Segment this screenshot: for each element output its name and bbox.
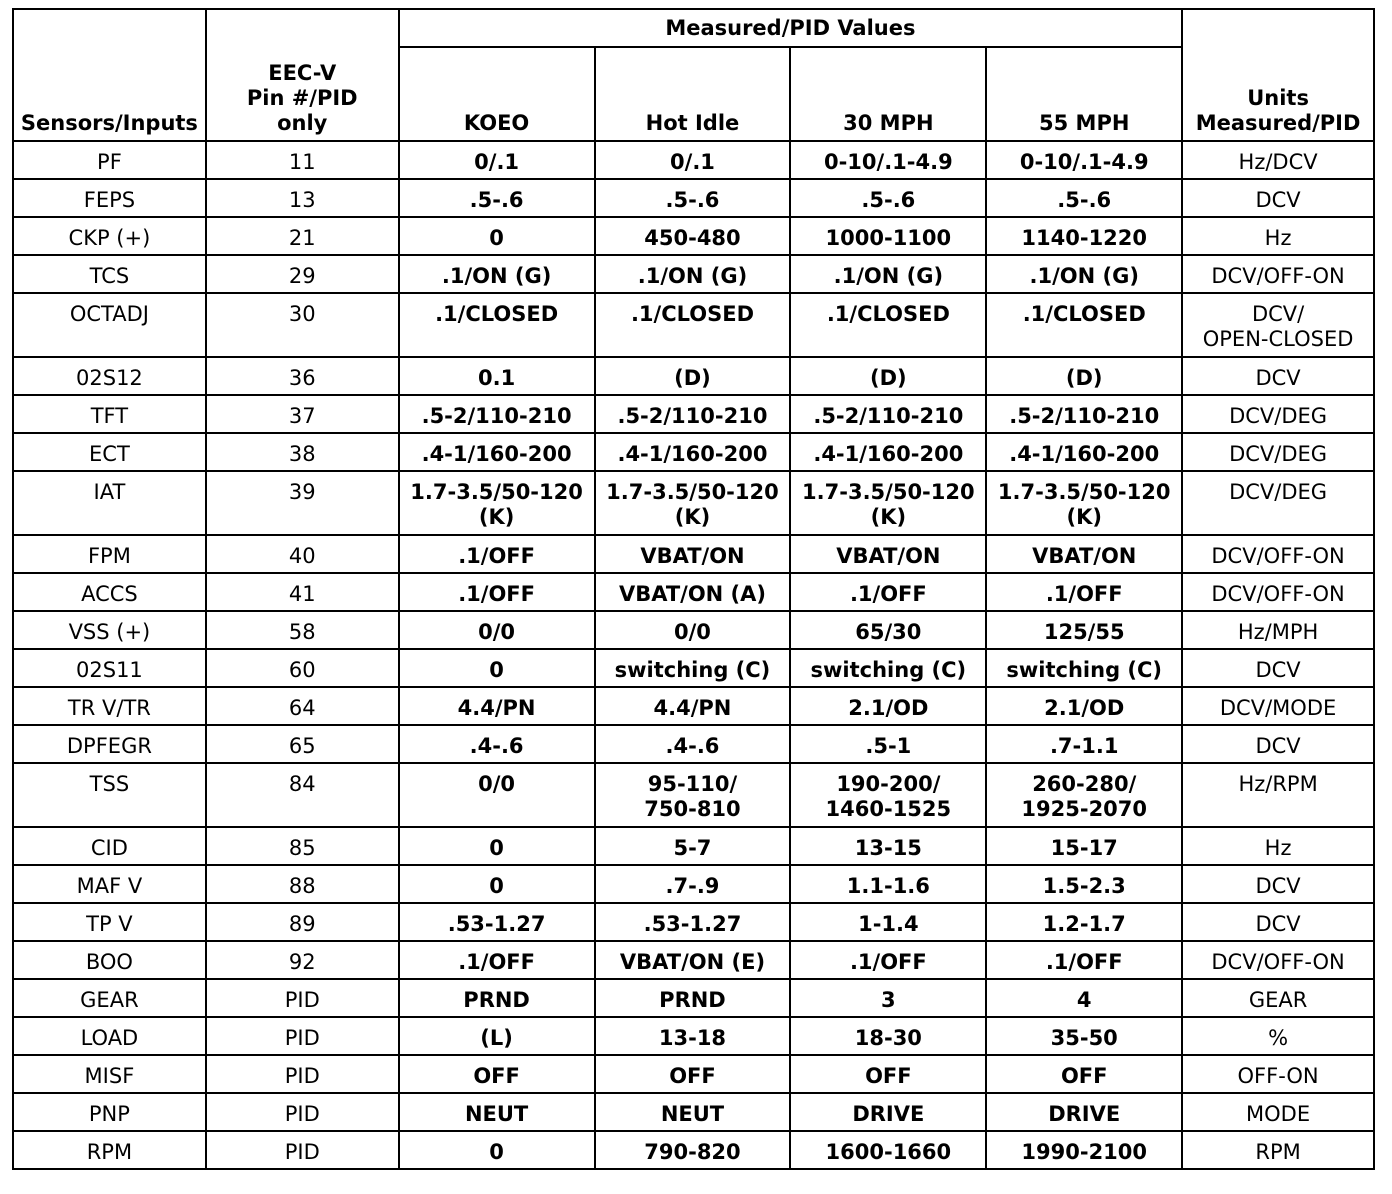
pin-cell: PID	[206, 1055, 399, 1093]
mph30-cell: .1/OFF	[790, 941, 986, 979]
mph55-cell: .1/OFF	[986, 573, 1182, 611]
pin-cell: 11	[206, 141, 399, 179]
koeo-cell: NEUT	[399, 1093, 595, 1131]
hot-idle-cell: 1.7-3.5/50-120 (K)	[595, 471, 791, 535]
koeo-cell: 1.7-3.5/50-120 (K)	[399, 471, 595, 535]
sensor-cell: RPM	[13, 1131, 206, 1169]
hot-idle-cell: VBAT/ON	[595, 535, 791, 573]
mph55-cell: .5-2/110-210	[986, 395, 1182, 433]
hot-idle-cell: 13-18	[595, 1017, 791, 1055]
pin-cell: 38	[206, 433, 399, 471]
units-cell: DCV	[1182, 725, 1374, 763]
koeo-cell: 0	[399, 865, 595, 903]
pin-cell: 30	[206, 293, 399, 357]
table-row	[13, 1017, 1374, 1055]
mph30-cell: DRIVE	[790, 1093, 986, 1131]
koeo-cell: 0	[399, 217, 595, 255]
mph30-cell: 65/30	[790, 611, 986, 649]
units-cell: %	[1182, 1017, 1374, 1055]
header-koeo: KOEO	[399, 47, 595, 141]
koeo-cell: .1/OFF	[399, 535, 595, 573]
mph55-cell: .1/ON (G)	[986, 255, 1182, 293]
pin-cell: 85	[206, 827, 399, 865]
hot-idle-cell: .5-.6	[595, 179, 791, 217]
pin-cell: PID	[206, 1017, 399, 1055]
mph55-cell: VBAT/ON	[986, 535, 1182, 573]
koeo-cell: 0/.1	[399, 141, 595, 179]
koeo-cell: PRND	[399, 979, 595, 1017]
mph30-cell: .5-1	[790, 725, 986, 763]
pin-cell: 29	[206, 255, 399, 293]
header-55-mph: 55 MPH	[986, 47, 1182, 141]
table-row	[13, 293, 1374, 357]
mph30-cell: 190-200/ 1460-1525	[790, 763, 986, 827]
pin-cell: 65	[206, 725, 399, 763]
sensor-cell: VSS (+)	[13, 611, 206, 649]
units-cell: GEAR	[1182, 979, 1374, 1017]
sensor-cell: TCS	[13, 255, 206, 293]
hot-idle-cell: 0/.1	[595, 141, 791, 179]
hot-idle-cell: .4-1/160-200	[595, 433, 791, 471]
mph30-cell: OFF	[790, 1055, 986, 1093]
mph30-cell: 18-30	[790, 1017, 986, 1055]
mph55-cell: .1/OFF	[986, 941, 1182, 979]
hot-idle-cell: 4.4/PN	[595, 687, 791, 725]
sensor-cell: MAF V	[13, 865, 206, 903]
hot-idle-cell: VBAT/ON (A)	[595, 573, 791, 611]
table-row	[13, 141, 1374, 179]
sensor-cell: CKP (+)	[13, 217, 206, 255]
units-cell: DCV/MODE	[1182, 687, 1374, 725]
mph55-cell: 1.7-3.5/50-120 (K)	[986, 471, 1182, 535]
header-30-mph: 30 MPH	[790, 47, 986, 141]
units-cell: DCV/OFF-ON	[1182, 535, 1374, 573]
mph55-cell: (D)	[986, 357, 1182, 395]
hot-idle-cell: .7-.9	[595, 865, 791, 903]
hot-idle-cell: .5-2/110-210	[595, 395, 791, 433]
sensor-cell: 02S11	[13, 649, 206, 687]
pin-cell: PID	[206, 1093, 399, 1131]
units-cell: DCV/DEG	[1182, 471, 1374, 535]
sensor-cell: PF	[13, 141, 206, 179]
table-row	[13, 573, 1374, 611]
units-cell: DCV	[1182, 865, 1374, 903]
mph55-cell: 125/55	[986, 611, 1182, 649]
koeo-cell: OFF	[399, 1055, 595, 1093]
sensor-cell: FEPS	[13, 179, 206, 217]
koeo-cell: 0	[399, 649, 595, 687]
table-row	[13, 357, 1374, 395]
table-row	[13, 1131, 1374, 1169]
koeo-cell: .5-.6	[399, 179, 595, 217]
units-cell: DCV/ OPEN-CLOSED	[1182, 293, 1374, 357]
units-cell: RPM	[1182, 1131, 1374, 1169]
pin-cell: 64	[206, 687, 399, 725]
pin-cell: 13	[206, 179, 399, 217]
pin-cell: 60	[206, 649, 399, 687]
pin-cell: 41	[206, 573, 399, 611]
units-cell: Hz	[1182, 217, 1374, 255]
units-cell: OFF-ON	[1182, 1055, 1374, 1093]
header-measured-group: Measured/PID Values	[399, 9, 1183, 47]
pin-cell: 88	[206, 865, 399, 903]
sensor-cell: TSS	[13, 763, 206, 827]
sensor-cell: OCTADJ	[13, 293, 206, 357]
mph30-cell: .5-2/110-210	[790, 395, 986, 433]
sensor-cell: ACCS	[13, 573, 206, 611]
table-row	[13, 217, 1374, 255]
units-cell: DCV/OFF-ON	[1182, 573, 1374, 611]
hot-idle-cell: .4-.6	[595, 725, 791, 763]
hot-idle-cell: (D)	[595, 357, 791, 395]
mph30-cell: 1.7-3.5/50-120 (K)	[790, 471, 986, 535]
table-row	[13, 471, 1374, 535]
koeo-cell: .4-1/160-200	[399, 433, 595, 471]
mph30-cell: .5-.6	[790, 179, 986, 217]
units-cell: Hz/RPM	[1182, 763, 1374, 827]
sensor-cell: BOO	[13, 941, 206, 979]
table-row	[13, 763, 1374, 827]
mph55-cell: 1.2-1.7	[986, 903, 1182, 941]
pid-values-table-wrapper	[12, 8, 1375, 1170]
units-cell: DCV	[1182, 649, 1374, 687]
sensor-cell: CID	[13, 827, 206, 865]
table-row	[13, 255, 1374, 293]
mph30-cell: .1/OFF	[790, 573, 986, 611]
mph55-cell: switching (C)	[986, 649, 1182, 687]
koeo-cell: 0	[399, 827, 595, 865]
koeo-cell: .1/OFF	[399, 941, 595, 979]
units-cell: DCV	[1182, 179, 1374, 217]
mph30-cell: switching (C)	[790, 649, 986, 687]
mph55-cell: 15-17	[986, 827, 1182, 865]
hot-idle-cell: 5-7	[595, 827, 791, 865]
table-row	[13, 979, 1374, 1017]
mph55-cell: 1.5-2.3	[986, 865, 1182, 903]
koeo-cell: .1/OFF	[399, 573, 595, 611]
table-row	[13, 611, 1374, 649]
sensor-cell: TP V	[13, 903, 206, 941]
table-row	[13, 865, 1374, 903]
header-pin: EEC-V Pin #/PID only	[206, 9, 399, 141]
mph55-cell: 1990-2100	[986, 1131, 1182, 1169]
mph55-cell: 2.1/OD	[986, 687, 1182, 725]
mph30-cell: 13-15	[790, 827, 986, 865]
table-row	[13, 535, 1374, 573]
pid-values-table	[12, 8, 1375, 1170]
table-row	[13, 649, 1374, 687]
hot-idle-cell: .1/ON (G)	[595, 255, 791, 293]
table-row	[13, 827, 1374, 865]
hot-idle-cell: 790-820	[595, 1131, 791, 1169]
mph30-cell: 2.1/OD	[790, 687, 986, 725]
koeo-cell: 0	[399, 1131, 595, 1169]
sensor-cell: LOAD	[13, 1017, 206, 1055]
hot-idle-cell: 95-110/ 750-810	[595, 763, 791, 827]
table-body	[13, 141, 1374, 1169]
sensor-cell: ECT	[13, 433, 206, 471]
table-row	[13, 179, 1374, 217]
units-cell: DCV/DEG	[1182, 433, 1374, 471]
koeo-cell: 0.1	[399, 357, 595, 395]
sensor-cell: PNP	[13, 1093, 206, 1131]
pin-cell: PID	[206, 1131, 399, 1169]
table-row	[13, 1093, 1374, 1131]
pin-cell: PID	[206, 979, 399, 1017]
units-cell: DCV	[1182, 903, 1374, 941]
pin-cell: 40	[206, 535, 399, 573]
mph55-cell: 1140-1220	[986, 217, 1182, 255]
hot-idle-cell: 0/0	[595, 611, 791, 649]
mph55-cell: .1/CLOSED	[986, 293, 1182, 357]
mph30-cell: 1-1.4	[790, 903, 986, 941]
units-cell: DCV/DEG	[1182, 395, 1374, 433]
sensor-cell: MISF	[13, 1055, 206, 1093]
sensor-cell: 02S12	[13, 357, 206, 395]
units-cell: Hz/MPH	[1182, 611, 1374, 649]
hot-idle-cell: NEUT	[595, 1093, 791, 1131]
pin-cell: 36	[206, 357, 399, 395]
table-row	[13, 725, 1374, 763]
mph30-cell: 3	[790, 979, 986, 1017]
pin-cell: 37	[206, 395, 399, 433]
hot-idle-cell: switching (C)	[595, 649, 791, 687]
table-row	[13, 395, 1374, 433]
koeo-cell: 0/0	[399, 611, 595, 649]
mph30-cell: 1.1-1.6	[790, 865, 986, 903]
sensor-cell: TR V/TR	[13, 687, 206, 725]
units-cell: Hz	[1182, 827, 1374, 865]
hot-idle-cell: VBAT/ON (E)	[595, 941, 791, 979]
mph30-cell: .4-1/160-200	[790, 433, 986, 471]
koeo-cell: 4.4/PN	[399, 687, 595, 725]
units-cell: Hz/DCV	[1182, 141, 1374, 179]
pin-cell: 84	[206, 763, 399, 827]
mph30-cell: .1/CLOSED	[790, 293, 986, 357]
hot-idle-cell: 450-480	[595, 217, 791, 255]
koeo-cell: .53-1.27	[399, 903, 595, 941]
table-row	[13, 1055, 1374, 1093]
header-hot-idle: Hot Idle	[595, 47, 791, 141]
mph55-cell: .7-1.1	[986, 725, 1182, 763]
pin-cell: 58	[206, 611, 399, 649]
koeo-cell: .4-.6	[399, 725, 595, 763]
mph30-cell: VBAT/ON	[790, 535, 986, 573]
table-row	[13, 433, 1374, 471]
pin-cell: 39	[206, 471, 399, 535]
hot-idle-cell: .53-1.27	[595, 903, 791, 941]
header-sensors: Sensors/Inputs	[13, 9, 206, 141]
sensor-cell: DPFEGR	[13, 725, 206, 763]
mph55-cell: .4-1/160-200	[986, 433, 1182, 471]
koeo-cell: .1/ON (G)	[399, 255, 595, 293]
units-cell: MODE	[1182, 1093, 1374, 1131]
units-cell: DCV	[1182, 357, 1374, 395]
mph55-cell: 0-10/.1-4.9	[986, 141, 1182, 179]
mph55-cell: OFF	[986, 1055, 1182, 1093]
table-header	[13, 9, 1374, 141]
koeo-cell: .1/CLOSED	[399, 293, 595, 357]
sensor-cell: FPM	[13, 535, 206, 573]
mph55-cell: .5-.6	[986, 179, 1182, 217]
sensor-cell: IAT	[13, 471, 206, 535]
mph55-cell: 260-280/ 1925-2070	[986, 763, 1182, 827]
mph30-cell: .1/ON (G)	[790, 255, 986, 293]
mph55-cell: 35-50	[986, 1017, 1182, 1055]
mph55-cell: DRIVE	[986, 1093, 1182, 1131]
units-cell: DCV/OFF-ON	[1182, 941, 1374, 979]
pin-cell: 89	[206, 903, 399, 941]
sensor-cell: GEAR	[13, 979, 206, 1017]
table-row	[13, 941, 1374, 979]
hot-idle-cell: OFF	[595, 1055, 791, 1093]
koeo-cell: .5-2/110-210	[399, 395, 595, 433]
table-row	[13, 903, 1374, 941]
table-row	[13, 687, 1374, 725]
mph30-cell: (D)	[790, 357, 986, 395]
koeo-cell: (L)	[399, 1017, 595, 1055]
mph30-cell: 1600-1660	[790, 1131, 986, 1169]
hot-idle-cell: PRND	[595, 979, 791, 1017]
hot-idle-cell: .1/CLOSED	[595, 293, 791, 357]
mph30-cell: 1000-1100	[790, 217, 986, 255]
mph55-cell: 4	[986, 979, 1182, 1017]
pin-cell: 92	[206, 941, 399, 979]
units-cell: DCV/OFF-ON	[1182, 255, 1374, 293]
pin-cell: 21	[206, 217, 399, 255]
mph30-cell: 0-10/.1-4.9	[790, 141, 986, 179]
koeo-cell: 0/0	[399, 763, 595, 827]
header-units: Units Measured/PID	[1182, 9, 1374, 141]
sensor-cell: TFT	[13, 395, 206, 433]
